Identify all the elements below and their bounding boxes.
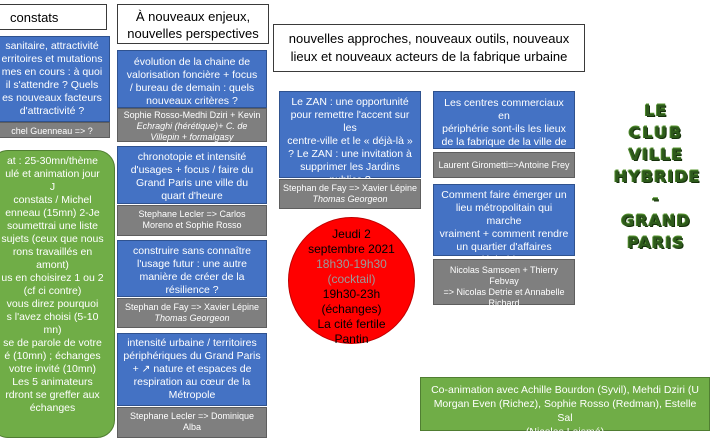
zan-line: centre-ville et le « déjà-là » <box>287 135 413 147</box>
header-enjeux <box>117 4 269 44</box>
constats-box <box>0 36 110 122</box>
zan-line: pour remettre l'accent sur les <box>290 109 410 134</box>
lieu-caption-line: Richard <box>488 298 520 308</box>
programme-line: (cf ci contre) <box>23 285 82 297</box>
zan-line: ? Le ZAN : une invitation à <box>288 148 412 160</box>
enjeu-line: manière de créer de la <box>139 271 245 283</box>
enjeu-line: quart d'heure <box>161 190 223 202</box>
programme-line: votre invité (10mn) <box>9 363 96 375</box>
centres-line: périphérie sont-ils les lieux <box>442 123 566 135</box>
lieu-line: Comment faire émerger un <box>441 189 567 201</box>
enjeu-line: évolution de la chaine de <box>133 56 251 68</box>
enjeu-line: Grand Paris une ville du <box>135 177 249 189</box>
event-circle <box>288 217 415 344</box>
header-approches-line: nouvelles approches, nouveaux outils, nouveaux <box>288 31 570 46</box>
event-cocktail-line: (cocktail) <box>327 272 376 286</box>
zan-box <box>279 91 421 178</box>
logo-line: VILLE <box>628 145 684 164</box>
enjeu-line: nouveaux critères ? <box>146 95 238 107</box>
programme-line: se de parole de votre <box>3 337 102 349</box>
header-enjeux-line: nouvelles perspectives <box>127 26 259 41</box>
enjeu-line: chronotopie et intensité <box>137 151 247 163</box>
logo-line: CLUB <box>628 123 684 142</box>
enjeu-caption-line: Villepin + formalgasy <box>150 132 234 142</box>
club-logo <box>614 100 701 340</box>
constats-line: sanitaire, attractivité <box>5 40 99 52</box>
centres-caption <box>433 152 575 178</box>
header-constats-text: constats <box>10 10 59 25</box>
enjeu-box-4 <box>117 333 267 406</box>
constats-line: erritoires et mutations <box>1 53 103 65</box>
programme-line: rons travaillés en <box>12 246 93 258</box>
constats-line: mes en cours : à quoi <box>1 66 103 78</box>
enjeu-line: respiration au cœur de la <box>133 376 251 388</box>
constats-caption <box>0 122 110 138</box>
programme-line: sujets (ceux que nous <box>1 233 104 245</box>
enjeu-caption-2 <box>117 205 267 236</box>
enjeu-box-1 <box>117 50 267 108</box>
enjeu-line: construire sans connaître <box>133 245 251 257</box>
lieu-line: lieu métropolitain qui marche <box>455 202 553 227</box>
programme-line: enneau (15mn) 2-Je <box>5 207 100 219</box>
zan-line: Le ZAN : une opportunité <box>291 96 409 108</box>
enjeu-caption-1 <box>117 108 267 142</box>
zan-line: supprimer les Jardins <box>300 161 400 173</box>
enjeu-caption-4 <box>117 407 267 438</box>
event-date-line: Jeudi 2 <box>332 227 371 241</box>
enjeu-line: valorisation foncière + focus <box>126 69 258 81</box>
enjeu-line: intensité urbaine / territoires <box>127 337 257 349</box>
enjeu-caption-3 <box>117 298 267 328</box>
event-echanges-line: (échanges) <box>321 302 382 316</box>
logo-line: GRAND <box>621 211 691 230</box>
enjeu-caption-line: Alba <box>182 422 201 432</box>
enjeu-line: Métropole <box>168 389 216 401</box>
constats-line: il s'attendre ? Quels <box>5 79 99 91</box>
programme-line: rdront se greffer aux <box>5 389 100 401</box>
enjeu-caption-line: Stephane Lecler => Dominique <box>129 411 255 421</box>
header-constats <box>0 4 107 30</box>
lieu-caption-line: => Nicolas Detrie et Annabelle <box>443 287 565 297</box>
enjeu-box-3 <box>117 240 267 297</box>
header-approches-line: lieux et nouveaux acteurs de la fabrique urbaine <box>290 49 568 64</box>
enjeu-caption-line: Stephane Lecler => Carlos <box>138 209 246 219</box>
programme-line: constats / Michel <box>13 194 92 206</box>
constats-line: es nouveaux facteurs <box>2 92 102 104</box>
programme-line: Les 5 animateurs <box>12 376 93 388</box>
header-approches <box>273 24 585 72</box>
enjeu-line: d'usages + focus / faire du <box>130 164 254 176</box>
programme-line: amont) <box>36 259 69 271</box>
event-echanges-line: 19h30-23h <box>322 287 381 301</box>
zan-caption <box>279 179 421 209</box>
constats-line: d'attractivité ? <box>19 105 85 117</box>
programme-line: at : 25-30mn/thème <box>6 155 99 167</box>
event-date-line: septembre 2021 <box>308 242 395 256</box>
coanimation-line: (Nicolas Laismé) <box>525 426 605 438</box>
zan-caption-line: Stephan de Fay => Xavier Lépine <box>282 183 418 193</box>
programme-line: é (10mn) ; échanges <box>4 350 101 362</box>
centres-box <box>433 91 575 149</box>
lieu-line: un quartier d'affaires <box>456 241 552 253</box>
lieu-box <box>433 184 575 256</box>
enjeu-box-2 <box>117 146 267 204</box>
zan-caption-line: Thomas Georgeon <box>312 194 388 204</box>
enjeu-line: + ↗ nature et espaces de <box>132 363 252 375</box>
programme-box <box>0 150 115 438</box>
constats-caption-text: chel Guenneau => ? <box>11 126 93 136</box>
programme-line: vous direz pourquoi <box>6 298 99 310</box>
logo-line: PARIS <box>627 233 685 252</box>
centres-line: de la fabrique de la ville de <box>441 136 567 148</box>
programme-line: soumettrai une liste <box>6 220 99 232</box>
coanimation-box <box>420 377 710 438</box>
header-enjeux-line: À nouveaux enjeux, <box>135 9 251 24</box>
event-cocktail-line: 18h30-19h30 <box>316 257 387 271</box>
enjeu-line: périphériques du Grand Paris <box>123 350 261 362</box>
enjeu-line: résilience ? <box>165 284 219 296</box>
logo-line: LE <box>644 101 668 120</box>
programme-line: échanges <box>29 402 76 414</box>
event-place-line: Pantin <box>334 332 369 346</box>
programme-line: J <box>49 181 56 193</box>
lieu-caption-line: Nicolas Samsoen + Thierry Febvay <box>449 265 559 286</box>
enjeu-line: l'usage futur : une autre <box>137 258 247 270</box>
programme-line: us en choisirez 1 ou 2 <box>1 272 104 284</box>
logo-line: HYBRIDE <box>614 167 701 186</box>
coanimation-line: Morgan Even (Richez), Sophie Rosso (Redman), Estelle Sal <box>433 398 697 424</box>
enjeu-caption-line: Sophie Rosso-Medhi Dziri + Kevin <box>123 110 261 120</box>
enjeu-line: / bureau de demain : quels <box>129 82 255 94</box>
event-place-line: La cité fertile <box>317 317 386 331</box>
enjeu-caption-line: Moreno et Sophie Rosso <box>142 220 242 230</box>
enjeu-caption-line: Thomas Georgeon <box>154 313 230 323</box>
enjeu-caption-line: Echraghi (hérétique)+ C. de <box>136 121 248 131</box>
programme-line: mn) <box>43 324 62 336</box>
lieu-caption <box>433 259 575 308</box>
centres-line: Les centres commerciaux en <box>444 97 564 122</box>
programme-line: s l'avez choisi (5-10 <box>6 311 99 323</box>
enjeu-caption-line: Stephan de Fay => Xavier Lépine <box>124 302 260 312</box>
coanimation-line: Co-animation avec Achille Bourdon (Syvil), Mehdi Dziri (U <box>431 384 699 396</box>
logo-line: - <box>652 189 660 208</box>
centres-caption-text: Laurent Girometti=>Antoine Frey <box>438 160 570 170</box>
lieu-line: vraiment + comment rendre <box>439 228 569 240</box>
programme-line: ulé et animation jour <box>5 168 100 180</box>
